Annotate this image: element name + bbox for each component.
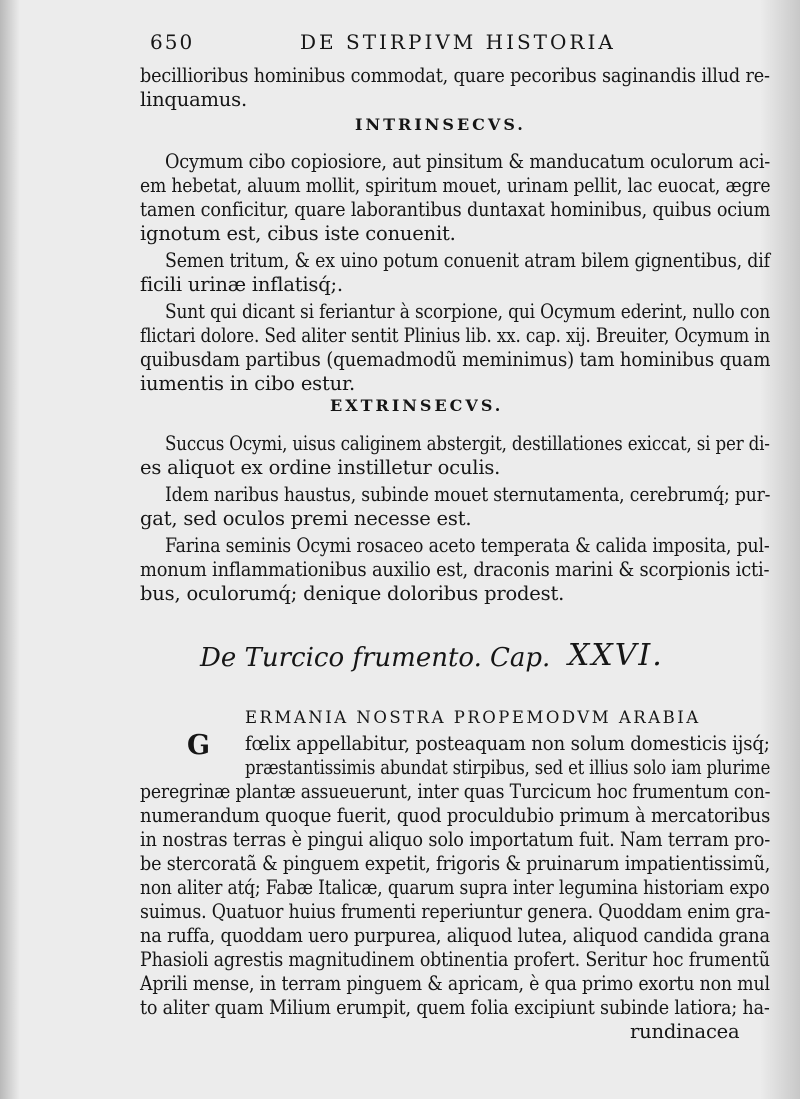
text-line: ficili urinæ inflatisq́;. — [140, 273, 343, 296]
text-line: es aliquot ex ordine instilletur oculis. — [140, 456, 501, 479]
text-line: in nostras terras è pingui aliquo solo importatum fuit. Nam terram pro- — [140, 828, 771, 851]
section-heading-intrinsecus: INTRINSECVS. — [355, 115, 526, 134]
text-line: Idem naribus haustus, subinde mouet sternutamenta, cerebrumq́; pur- — [165, 483, 771, 506]
drop-cap: G — [187, 730, 211, 761]
chapter-cap-label: Cap. — [490, 643, 551, 673]
text-line: non aliter atq́; Fabæ Italicæ, quarum supra inter legumina historiam expo — [140, 876, 770, 899]
page-gutter-shadow — [0, 0, 20, 1099]
text-line: flictari dolore. Sed aliter sentit Plinius lib. xx. cap. xij. Breuiter, Ocymum in — [140, 324, 771, 347]
text-line: na ruffa, quoddam uero purpurea, aliquod lutea, aliquod candida grana — [140, 924, 770, 947]
chapter-opening-line: ERMANIA NOSTRA PROPEMODVM ARABIA — [245, 708, 701, 727]
text-line: Sunt qui dicant si feriantur à scorpione, qui Ocymum ederint, nullo con — [165, 300, 771, 323]
text-line: Phasioli agrestis magnitudinem obtinentia profert. Seritur hoc frumentũ — [140, 948, 770, 971]
running-title: DE STIRPIVM HISTORIA — [300, 30, 616, 54]
text-line: Succus Ocymi, uisus caliginem abstergit, destillationes exiccat, si per di- — [165, 432, 770, 455]
text-line: suimus. Quatuor huius frumenti reperiuntur genera. Quoddam enim gra- — [140, 900, 771, 923]
text-line: Semen tritum, & ex uino potum conuenit atram bilem gignentibus, dif — [165, 249, 770, 272]
text-line: linquamus. — [140, 88, 247, 111]
text-line: Aprili mense, in terram pinguem & apricam, è qua primo exortu non mul — [140, 972, 770, 995]
text-line: fœlix appellabitur, posteaquam non solum domesticis ijsq́; — [245, 732, 770, 755]
text-line: Ocymum cibo copiosiore, aut pinsitum & manducatum oculorum aci- — [165, 150, 771, 173]
text-line: em hebetat, aluum mollit, spiritum mouet, urinam pellit, lac euocat, ægre — [140, 174, 771, 197]
text-line: bus, oculorumq́; denique doloribus prodest. — [140, 582, 565, 605]
text-line: becillioribus hominibus commodat, quare pecoribus saginandis illud re- — [140, 64, 770, 87]
section-heading-extrinsecus: EXTRINSECVS. — [330, 396, 504, 415]
text-line: tamen conficitur, quare laborantibus duntaxat hominibus, quibus ocium — [140, 198, 771, 221]
text-line: to aliter quam Milium erumpit, quem folia excipiunt subinde latiora; ha- — [140, 996, 770, 1019]
text-line: peregrinæ plantæ assueuerunt, inter quas Turcicum hoc frumentum con- — [140, 780, 771, 803]
text-line: gat, sed oculos premi necesse est. — [140, 507, 472, 530]
page-number: 650 — [150, 30, 195, 54]
text-line: Farina seminis Ocymi rosaceo aceto temperata & calida imposita, pul- — [165, 534, 770, 557]
chapter-title: De Turcico frumento. — [200, 643, 482, 673]
text-line: be stercoratã & pinguem expetit, frigoris & pruinarum impatientissimũ, — [140, 852, 771, 875]
text-line: quibusdam partibus (quemadmodũ meminimus) tam hominibus quam — [140, 348, 771, 371]
catchword: rundinacea — [630, 1020, 740, 1043]
chapter-number: XXVI. — [568, 638, 664, 673]
text-line: ignotum est, cibus iste conuenit. — [140, 222, 456, 245]
text-line: iumentis in cibo estur. — [140, 372, 355, 395]
text-line: præstantissimis abundat stirpibus, sed et illius solo iam plurime — [245, 756, 771, 779]
text-line: monum inflammationibus auxilio est, draconis marini & scorpionis icti- — [140, 558, 770, 581]
text-line: numerandum quoque fuerit, quod proculdubio primum à mercatoribus — [140, 804, 771, 827]
